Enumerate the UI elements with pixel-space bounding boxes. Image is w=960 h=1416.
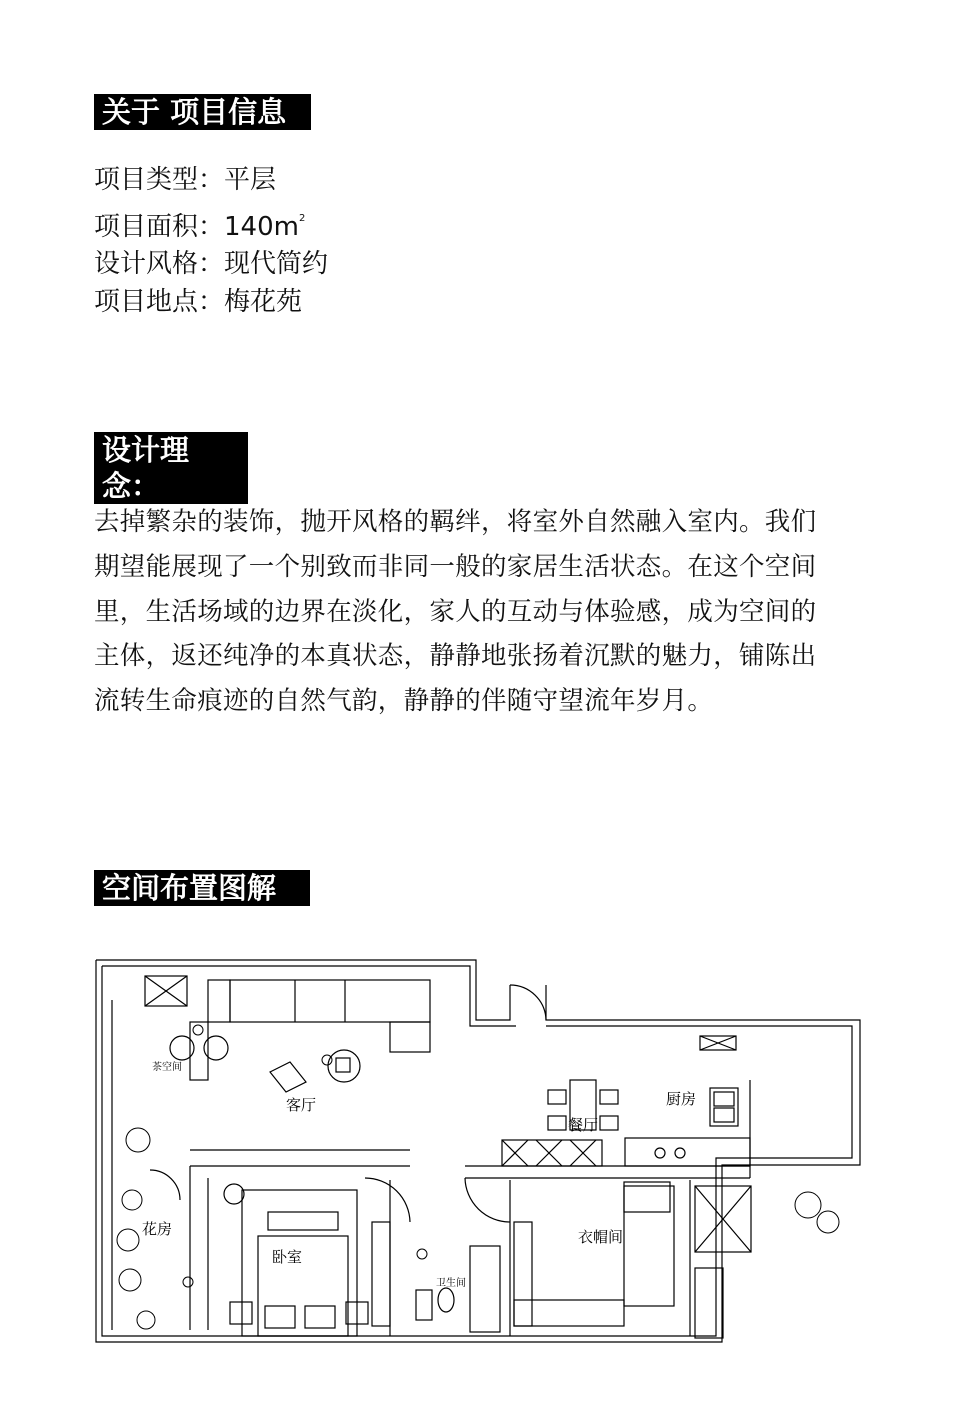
section-heading-concept: 设计理念： <box>94 432 248 504</box>
room-label-dining: 餐厅 <box>568 1116 599 1134</box>
info-value: 现代简约 <box>224 249 329 279</box>
paragraph-line: 流转生命痕迹的自然气韵，静静的伴随守望流年岁月。 <box>94 686 714 717</box>
section-heading-about: 关于 项目信息 <box>94 94 311 130</box>
paragraph-line: 去掉繁杂的装饰，抛开风格的羁绊，将室外自然融入室内。我们 <box>94 507 817 537</box>
floor-plan-sofa <box>208 980 430 1052</box>
paragraph-line: 里，生活场域的边界在淡化，家人的互动与体验感，成为空间的 <box>94 596 817 627</box>
room-label-bedroom: 卧室 <box>272 1248 303 1266</box>
info-row-type <box>94 162 328 200</box>
room-label-flower: 花房 <box>142 1220 173 1238</box>
info-row-area <box>94 200 328 247</box>
info-row-style <box>94 246 328 284</box>
paragraph-line: 主体，返还纯净的本真状态，静静地张扬着沉默的魅力，铺陈出 <box>94 641 817 672</box>
floor-plan-plants <box>117 1025 839 1329</box>
info-value: 梅花苑 <box>224 286 303 317</box>
room-label-cloakroom: 衣帽间 <box>578 1228 624 1246</box>
info-value-superscript: 2 <box>298 212 306 224</box>
room-label-tea: 茶空间 <box>152 1062 182 1073</box>
info-label: 项目面积： <box>94 211 225 242</box>
concept-paragraph <box>94 500 864 724</box>
info-value: 平层 <box>224 165 277 195</box>
project-info-list <box>94 162 328 321</box>
room-label-kitchen: 厨房 <box>666 1090 697 1108</box>
info-value: 140m <box>224 211 299 242</box>
room-label-living: 客厅 <box>286 1096 317 1114</box>
info-label: 设计风格： <box>94 249 225 279</box>
info-label: 项目类型： <box>94 165 225 195</box>
room-label-bathroom: 卫生间 <box>436 1278 466 1289</box>
paragraph-line: 期望能展现了一个别致而非同一般的家居生活状态。在这个空间 <box>94 551 817 582</box>
floor-plan <box>90 950 870 1350</box>
info-row-location <box>94 284 328 322</box>
floor-plan-walls <box>96 960 860 1342</box>
section-heading-layout: 空间布置图解 <box>94 870 310 906</box>
info-label: 项目地点： <box>94 286 225 317</box>
